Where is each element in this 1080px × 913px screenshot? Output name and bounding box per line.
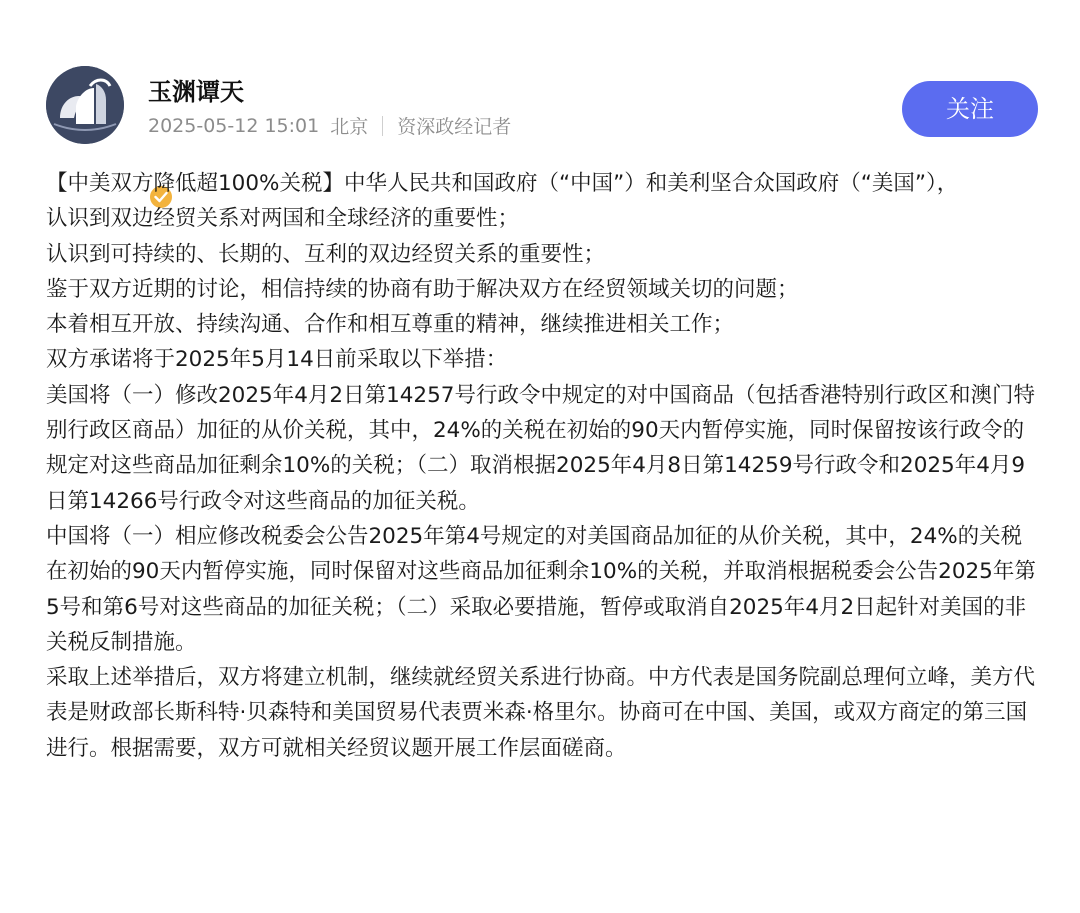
article-paragraph: 本着相互开放、持续沟通、合作和相互尊重的精神，继续推进相关工作； [46, 312, 735, 338]
author-role: 资深政经记者 [397, 116, 512, 138]
article-paragraph: 认识到可持续的、长期的、互利的双边经贸关系的重要性； [46, 241, 606, 267]
follow-button[interactable]: 关注 [902, 81, 1038, 137]
author-name[interactable]: 玉渊谭天 [148, 78, 244, 106]
post-header [0, 0, 1080, 160]
post-meta [148, 112, 511, 139]
article-paragraph: 中国将（一）相应修改税委会公告2025年第4号规定的对美国商品加征的从价关税，其中，24%的关税在初始的90天内暂停实施，同时保留对这些商品加征剩余10%的关税，并取消根据税委会公告2025年第5号和第6号对这些商品的加征关税；（二）采取必要措施，暂停或取消自2025年4月2日起针对美国的非关税反制措施。 [46, 523, 1036, 655]
post-location: 北京 [330, 116, 369, 138]
meta-divider [382, 116, 383, 136]
avatar-logo-icon [46, 66, 124, 144]
author-avatar[interactable] [46, 66, 124, 144]
post-timestamp: 2025-05-12 15:01 [148, 114, 320, 137]
article-paragraph: 双方承诺将于2025年5月14日前采取以下举措： [46, 347, 508, 373]
article-paragraph: 鉴于双方近期的讨论，相信持续的协商有助于解决双方在经贸领域关切的问题； [46, 276, 799, 302]
article-paragraph: 采取上述举措后，双方将建立机制，继续就经贸关系进行协商。中方代表是国务院副总理何立峰，美方代表是财政部长斯科特·贝森特和美国贸易代表贾米森·格里尔。协商可在中国、美国，或双方商定的第三国进行。根据需要，双方可就相关经贸议题开展工作层面磋商。 [46, 665, 1036, 761]
article-body [46, 166, 1036, 766]
article-paragraph: 【中美双方降低超100%关税】中华人民共和国政府（“中国”）和美利坚合众国政府（“美国”）， [46, 171, 959, 196]
article-paragraph: 美国将（一）修改2025年4月2日第14257号行政令中规定的对中国商品（包括香港特别行政区和澳门特别行政区商品）加征的从价关税，其中，24%的关税在初始的90天内暂停实施，同时保留按该行政令的规定对这些商品加征剩余10%的关税；（二）取消根据2025年4月8日第14259号行政令和2025年4月9日第14266号行政令对这些商品的加征关税。 [46, 382, 1035, 514]
article-paragraph: 认识到双边经贸关系对两国和全球经济的重要性； [46, 206, 520, 232]
